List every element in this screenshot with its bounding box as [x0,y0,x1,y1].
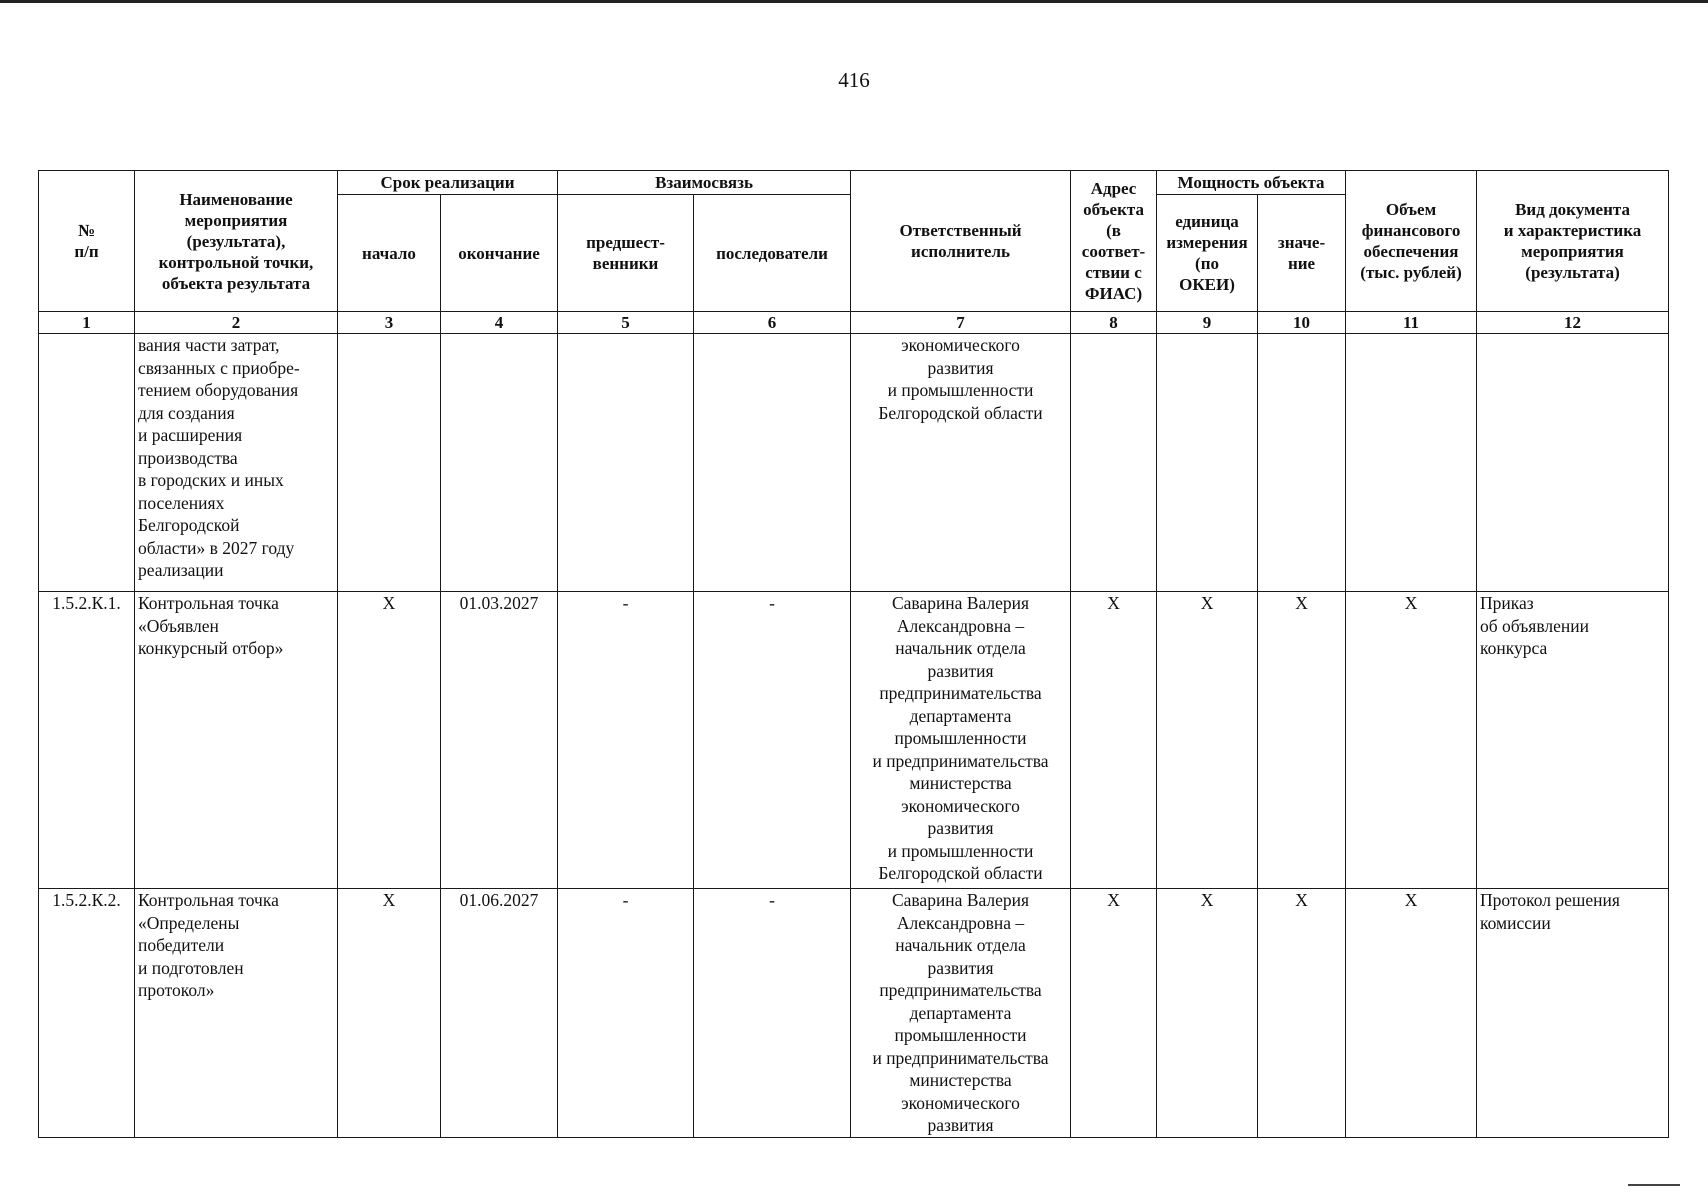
column-number: 10 [1258,312,1346,334]
column-number: 6 [694,312,851,334]
cell-finance [1346,334,1477,592]
cell-end: 01.03.2027 [441,592,558,889]
header-doc: Вид документа и характеристика мероприятия (результата) [1477,171,1669,312]
cell-address: X [1071,592,1157,889]
column-number: 4 [441,312,558,334]
cell-responsible: экономического развития и промышленности Белгородской области [851,334,1071,592]
page-top-edge [0,0,1708,3]
cell-predecessors [558,334,694,592]
cell-finance: X [1346,592,1477,889]
header-end: окончание [441,195,558,312]
header-unit: единица измерения (по ОКЕИ) [1157,195,1258,312]
header-address: Адрес объекта (в соответ- ствии с ФИАС) [1071,171,1157,312]
header-link-group: Взаимосвязь [558,171,851,195]
column-number: 9 [1157,312,1258,334]
header-start: начало [338,195,441,312]
cell-value: X [1258,889,1346,1138]
table-row [39,592,1669,889]
column-number: 3 [338,312,441,334]
cell-start [338,334,441,592]
cell-name: Контрольная точка «Объявлен конкурсный отбор» [135,592,338,889]
cell-start: X [338,889,441,1138]
table-header [39,171,1669,334]
table-row [39,334,1669,592]
cell-address [1071,334,1157,592]
column-number: 8 [1071,312,1157,334]
cell-name: вания части затрат, связанных с приобре- тением оборудования для создания и расширения производства в городских и иных поселениях Белгородской области» в 2027 году реализации [135,334,338,592]
header-capacity-group: Мощность объекта [1157,171,1346,195]
cell-predecessors: - [558,592,694,889]
header-term-group: Срок реализации [338,171,558,195]
cell-successors: - [694,592,851,889]
column-number: 1 [39,312,135,334]
cell-end [441,334,558,592]
cell-responsible: Саварина Валерия Александровна – начальник отдела развития предпринимательства департамента промышленности и предпринимательства министерства экономического развития [851,889,1071,1138]
header-successors: последователи [694,195,851,312]
table-row [39,889,1669,1138]
cell-end: 01.06.2027 [441,889,558,1138]
table-body [39,334,1669,1138]
plan-table [38,170,1669,1138]
cell-successors [694,334,851,592]
cell-name: Контрольная точка «Определены победители и подготовлен протокол» [135,889,338,1138]
cell-address: X [1071,889,1157,1138]
column-number: 11 [1346,312,1477,334]
cell-start: X [338,592,441,889]
page-number: 416 [838,68,870,92]
column-number: 12 [1477,312,1669,334]
corner-mark [1628,1184,1680,1186]
cell-unit [1157,334,1258,592]
cell-predecessors: - [558,889,694,1138]
header-row-top [39,171,1669,195]
cell-finance: X [1346,889,1477,1138]
cell-doc [1477,334,1669,592]
header-finance: Объем финансового обеспечения (тыс. рублей) [1346,171,1477,312]
header-value: значе- ние [1258,195,1346,312]
cell-doc: Протокол решения комиссии [1477,889,1669,1138]
cell-doc: Приказ об объявлении конкурса [1477,592,1669,889]
header-num: № п/п [39,171,135,312]
header-name: Наименование мероприятия (результата), контрольной точки, объекта результата [135,171,338,312]
cell-unit: X [1157,592,1258,889]
column-number: 5 [558,312,694,334]
cell-value: X [1258,592,1346,889]
cell-value [1258,334,1346,592]
cell-num [39,334,135,592]
cell-unit: X [1157,889,1258,1138]
header-responsible: Ответственный исполнитель [851,171,1071,312]
column-number: 7 [851,312,1071,334]
cell-successors: - [694,889,851,1138]
column-numbers-row [39,312,1669,334]
header-predecessors: предшест- венники [558,195,694,312]
cell-responsible: Саварина Валерия Александровна – начальник отдела развития предпринимательства департамента промышленности и предпринимательства министерства экономического развития и промышленности Белгородской области [851,592,1071,889]
column-number: 2 [135,312,338,334]
cell-num: 1.5.2.К.2. [39,889,135,1138]
cell-num: 1.5.2.К.1. [39,592,135,889]
